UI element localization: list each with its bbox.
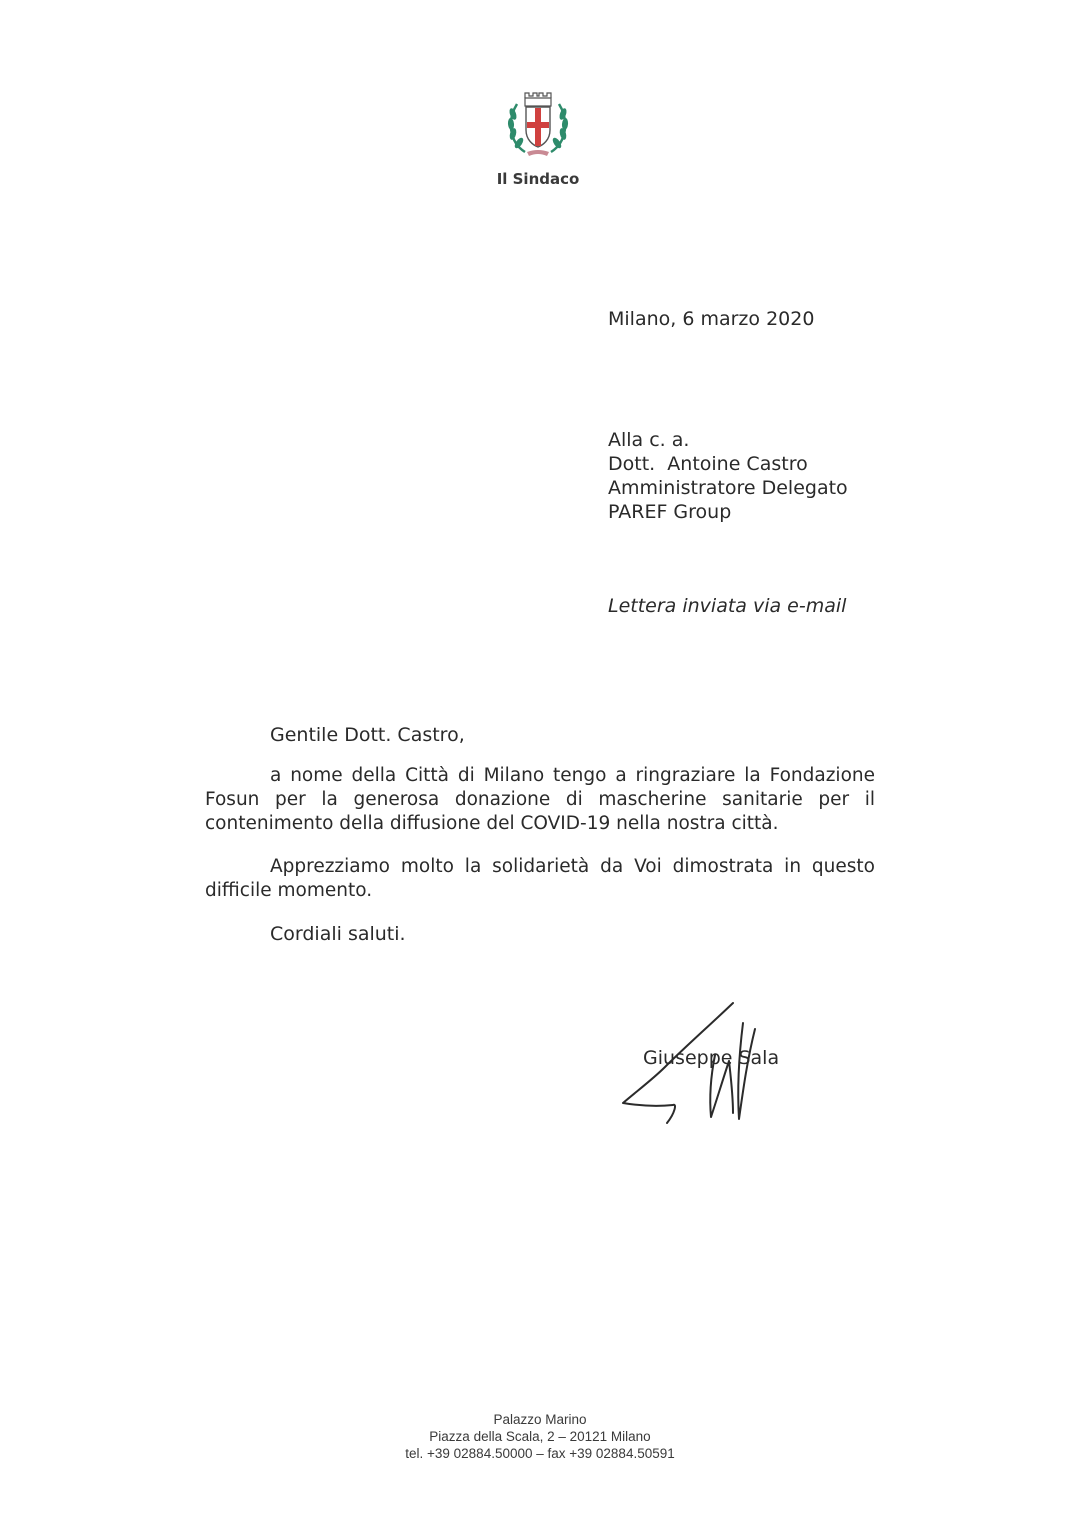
recipient-block — [608, 428, 848, 524]
city-crest-icon — [503, 90, 573, 160]
footer-street: Piazza della Scala, 2 – 20121 Milano — [429, 1429, 651, 1444]
footer-address — [340, 1411, 740, 1462]
signer-name: Giuseppe Sala — [643, 1047, 780, 1069]
delivery-note: Lettera inviata via e-mail — [608, 595, 847, 617]
footer-building: Palazzo Marino — [493, 1412, 587, 1427]
body-paragraph: Apprezziamo molto la solidarietà da Voi dimostrata in questo difficile momento. — [205, 856, 875, 901]
body-paragraph: a nome della Città di Milano tengo a ringraziare la Fondazione Fosun per la generosa donazione di mascherine sanitarie per il contenimento della diffusione del COVID-19 nella nostra città. — [205, 765, 875, 834]
closing: Cordiali saluti. — [270, 923, 406, 945]
handwritten-signature — [615, 995, 775, 1130]
salutation: Gentile Dott. Castro, — [270, 724, 465, 746]
footer-contacts: tel. +39 02884.50000 – fax +39 02884.50591 — [405, 1446, 675, 1461]
recipient-company: PAREF Group — [608, 501, 732, 523]
recipient-attention: Alla c. a. — [608, 429, 690, 451]
recipient-name: Dott. Antoine Castro — [608, 453, 808, 475]
office-title: Il Sindaco — [496, 170, 580, 188]
letter-date: Milano, 6 marzo 2020 — [608, 308, 815, 330]
recipient-role: Amministratore Delegato — [608, 477, 848, 499]
